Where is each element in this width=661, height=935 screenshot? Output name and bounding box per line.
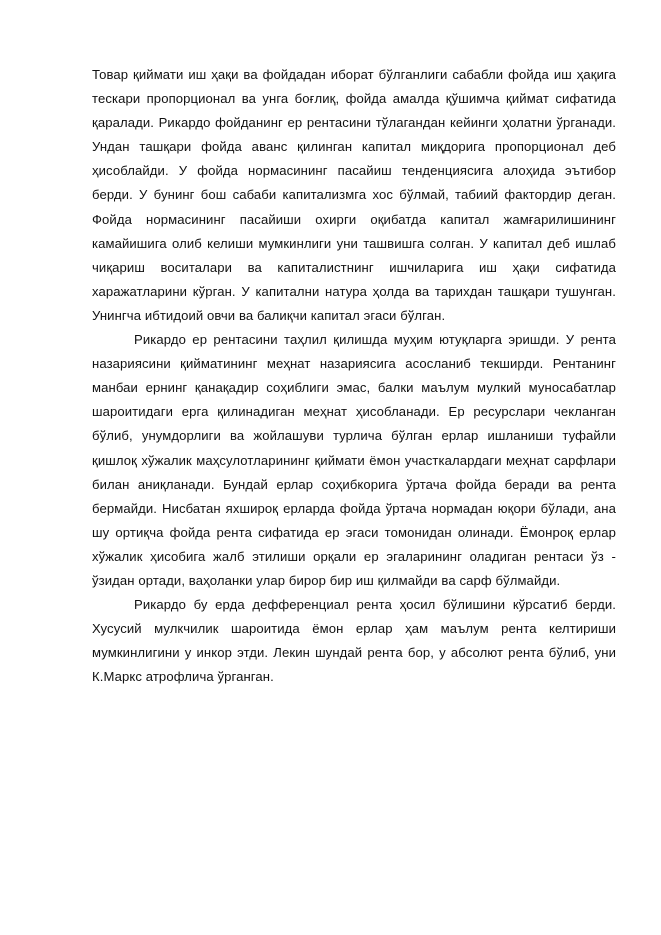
paragraph-differential-rent: Рикардо бу ерда дефференциал рента ҳосил бўлишини кўрсатиб берди. Хусусий мулкчилик шароитида ёмон ерлар ҳам маълум рента келтириши мумкинлигини у инкор этди. Лекин шундай рента бор, у абсолют рента бўлиб, уни К.Маркс атрофлича ўрганган. — [92, 597, 616, 685]
document-page — [92, 63, 616, 689]
paragraph-profit: Товар қиймати иш ҳақи ва фойдадан иборат бўлганлиги сабабли фойда иш ҳақига тескари пропорционал ва унга боғлиқ, фойда амалда қўшимча қиймат сифатида қаралади. Рикардо фойданинг ер рентасини тўлагандан кейинги ҳолатни ўрганади. Ундан ташқари фойда аванс қилинган капитал миқдорига пропорционал деб ҳисоблайди. У фойда нормасининг пасайиш тенденциясига алоҳида эътибор берди. У бунинг бош сабаби капитализмга хос бўлмай, табиий фактордир деган. Фойда нормасининг пасайиши охирги оқибатда капитал жамғарилишининг камайишига олиб келиши мумкинлиги уни ташвишга солган. У капитал деб ишлаб чиқариш воситалари ва капиталистнинг ишчиларига иш ҳақи сифатида харажатларини кўрган. У капитални натура ҳолда ва тарихдан ташқари тушунган. Унингча ибтидоий овчи ва балиқчи капитал эгаси бўлган. — [92, 67, 616, 323]
paragraph-rent-theory: Рикардо ер рентасини таҳлил қилишда муҳим ютуқларга эришди. У рента назариясини қийматининг меҳнат назариясига асосланиб текширди. Рентанинг манбаи ернинг қанақадир соҳиблиги эмас, балки маълум мулкий муносабатлар шароитидаги ерга қилинадиган меҳнат ҳисобланади. Ер ресурслари чекланган бўлиб, унумдорлиги ва жойлашуви турлича бўлган ерлар ишланиши туфайли қишлоқ хўжалик маҳсулотларининг қиймати ёмон участкалардаги меҳнат сарфлари билан аниқланади. Бундай ерлар соҳибкорига ўртача фойда беради ва рента бермайди. Нисбатан яхшироқ ерларда фойда ўртача нормадан юқори бўлади, ана шу ортиқча фойда рента сифатида ер эгаси томонидан олинади. Ёмонроқ ерлар хўжалик ҳисобига жалб этилиши орқали ер эгаларининг оладиган рентаси ўз - ўзидан ортади, ваҳоланки улар бирор бир иш қилмайди ва сарф бўлмайди. — [92, 332, 616, 588]
